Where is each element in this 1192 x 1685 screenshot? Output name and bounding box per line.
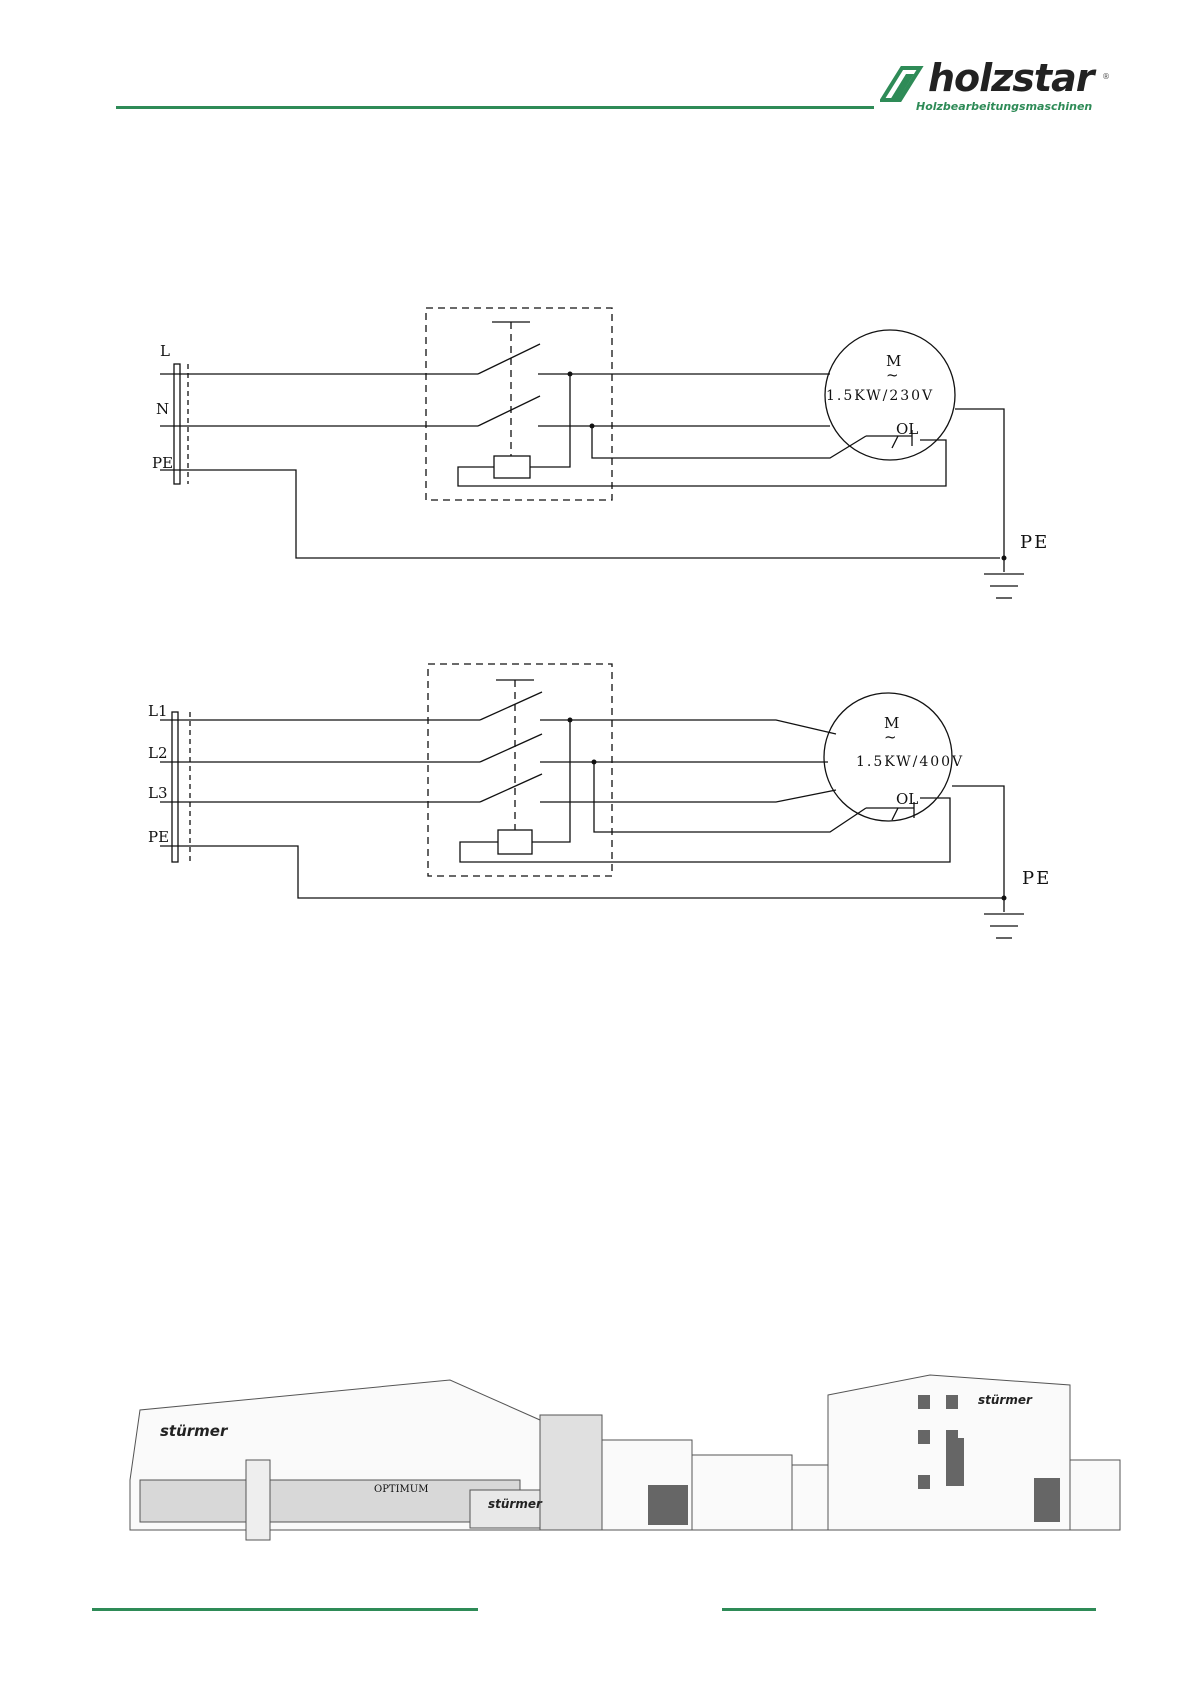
- wiring-diagram-400v: [0, 620, 1192, 960]
- line-pe: [160, 470, 1000, 558]
- ground-label: PE: [1022, 868, 1052, 889]
- switch-enclosure: [428, 664, 612, 876]
- glass-tower: [540, 1415, 602, 1530]
- sign-sturmer-right: stürmer: [978, 1393, 1032, 1407]
- wiring-diagram-230v: [0, 0, 1192, 620]
- junction-dot: [1002, 556, 1007, 561]
- overload-label: OL: [896, 790, 919, 808]
- junction-dot: [592, 760, 597, 765]
- line-l1-out: [540, 720, 836, 734]
- junction-dot: [1002, 896, 1007, 901]
- coil-wire-l1: [532, 720, 570, 842]
- building-right-annex: [1070, 1460, 1120, 1530]
- window: [946, 1395, 958, 1409]
- door: [946, 1438, 964, 1486]
- junction-dot: [568, 718, 573, 723]
- sign-sturmer-monument: stürmer: [488, 1497, 542, 1511]
- window: [918, 1475, 930, 1489]
- garage-door: [1034, 1478, 1060, 1522]
- window: [918, 1430, 930, 1444]
- registered-mark: ®: [1102, 72, 1110, 81]
- footer-rule-right: [722, 1608, 1096, 1611]
- relay-coil: [498, 830, 532, 854]
- motor-symbol: M: [886, 352, 902, 370]
- label-l: L: [160, 342, 170, 360]
- label-l1: L1: [148, 702, 168, 720]
- brand-name: holzstar: [928, 56, 1094, 100]
- terminal-block: [174, 364, 180, 484]
- coil-wire-l: [530, 374, 570, 467]
- switch-contact-n: [478, 396, 540, 426]
- line-pe: [160, 846, 1004, 898]
- overload-label: OL: [896, 420, 919, 438]
- ground-label: PE: [1020, 532, 1050, 553]
- label-l3: L3: [148, 784, 168, 802]
- window: [918, 1395, 930, 1409]
- brand-tagline: Holzbearbeitungsmaschinen: [916, 100, 1093, 113]
- label-pe: PE: [148, 828, 170, 846]
- switch-contact-l3: [480, 774, 542, 802]
- motor-ground-wire: [952, 786, 1004, 912]
- sign-optimum: OPTIMUM: [374, 1484, 429, 1495]
- warehouse: [692, 1455, 792, 1530]
- motor-rating: 1.5KW/400V: [856, 754, 965, 770]
- line-l3-out: [540, 790, 836, 802]
- ol-wire: [592, 426, 866, 458]
- junction-dot: [590, 424, 595, 429]
- motor-rating: 1.5KW/230V: [826, 388, 935, 404]
- overload-trip: [892, 808, 898, 820]
- ol-wire: [594, 762, 866, 832]
- company-buildings-illustration: [0, 1360, 1192, 1560]
- loading-door: [648, 1485, 688, 1525]
- switch-contact-l: [478, 344, 540, 374]
- label-pe: PE: [152, 454, 174, 472]
- switch-enclosure: [426, 308, 612, 500]
- building-left-ground-floor: [140, 1480, 520, 1522]
- pylon-sign: [246, 1460, 270, 1540]
- footer-rule-left: [92, 1608, 478, 1611]
- label-l2: L2: [148, 744, 168, 762]
- annex: [792, 1465, 828, 1530]
- junction-dot: [568, 372, 573, 377]
- motor-tilde: ~: [886, 366, 899, 384]
- sign-sturmer-left: stürmer: [160, 1422, 228, 1440]
- motor-ground-wire: [955, 409, 1004, 572]
- switch-contact-l2: [480, 734, 542, 762]
- terminal-block: [172, 712, 178, 862]
- coil-return-wire: [458, 440, 946, 486]
- motor-symbol: M: [884, 714, 900, 732]
- relay-coil: [494, 456, 530, 478]
- motor-tilde: ~: [884, 728, 897, 746]
- label-n: N: [156, 400, 170, 418]
- switch-contact-l1: [480, 692, 542, 720]
